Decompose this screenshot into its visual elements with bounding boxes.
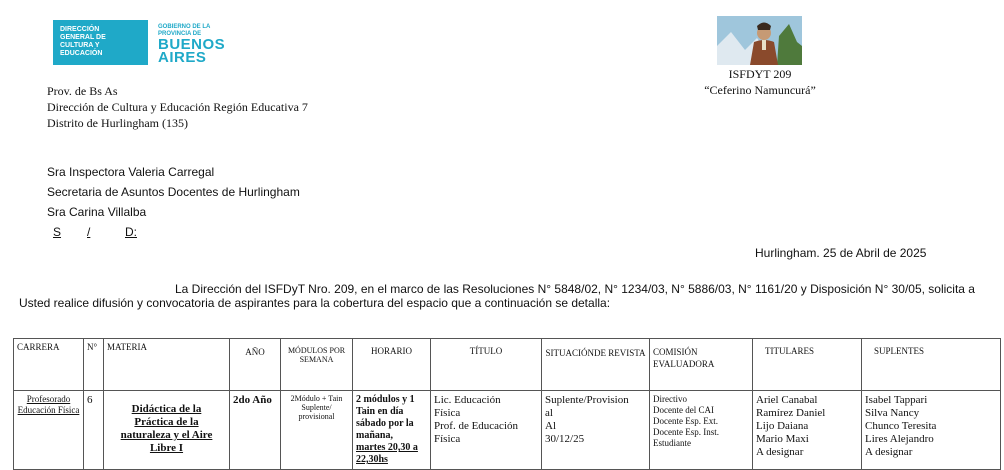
header-modulos: MÓDULOS POR SEMANA — [281, 339, 353, 391]
cell-comision: Directivo Docente del CAI Docente Esp. Ext. Docente Esp. Inst. Estudiante — [650, 391, 753, 470]
header-suplentes: SUPLENTES — [862, 339, 1001, 391]
body-line-1: La Dirección del ISFDyT Nro. 209, en el marco de las Resoluciones N° 5848/02, N° 1234/03, N° 5886/03, N° 1161/20 y Disposición N° 30/05, solicita a — [175, 282, 975, 296]
direccion-general-logo: DIRECCIÓN GENERAL DE CULTURA Y EDUCACIÓN — [53, 20, 148, 65]
header-comision: COMISIÓN EVALUADORA — [650, 339, 753, 391]
cell-horario — [353, 391, 431, 470]
cell-num: 6 — [84, 391, 104, 470]
header-titulares: TITULARES — [753, 339, 862, 391]
cell-situacion: Suplente/Provision al Al 30/12/25 — [542, 391, 650, 470]
institution-block — [690, 66, 830, 98]
cell-modulos: 2Módulo + Tain Suplente/ provisional — [281, 391, 353, 470]
body-line-2: Usted realice difusión y convocatoria de aspirantes para la cobertura del espacio que a continuación se detalla: — [19, 296, 611, 310]
letter-date: Hurlingham. 25 de Abril de 2025 — [755, 246, 927, 260]
cell-suplentes: Isabel Tappari Silva Nancy Chunco Teresita Lires Alejandro A designar — [862, 391, 1001, 470]
sender-block: Prov. de Bs As Dirección de Cultura y Educación Región Educativa 7 Distrito de Hurlingham (135) — [47, 84, 308, 130]
table-header-row — [14, 339, 1001, 391]
vacancy-table — [13, 338, 1001, 470]
ceferino-portrait-image — [717, 16, 802, 65]
cell-anio: 2do Año — [230, 391, 281, 470]
table-row — [14, 391, 1001, 470]
institution-name: ISFDYT 209 — [728, 67, 792, 81]
header-num: N° — [84, 339, 104, 391]
header-anio: AÑO — [230, 339, 281, 391]
header-titulo: TÍTULO — [431, 339, 542, 391]
cell-titulares: Ariel Canabal Ramírez Daniel Lijo Daiana Mario Maxi A designar — [753, 391, 862, 470]
institution-subtitle: “Ceferino Namuncurá” — [704, 83, 816, 97]
cell-carrera: Profesorado Educación Física — [14, 391, 84, 470]
horario-main: 2 módulos y 1 Tain en día sábado por la mañana, — [356, 394, 415, 441]
header-carrera: CARRERA — [14, 339, 84, 391]
header-materia: MATERIA — [104, 339, 230, 391]
cell-titulo: Lic. Educación Física Prof. de Educación Física — [431, 391, 542, 470]
header-situacion: SITUACIÓNDE REVISTA — [542, 339, 650, 391]
buenos-aires-logo: GOBIERNO DE LA PROVINCIA DE BUENOS AIRES — [158, 24, 226, 66]
horario-time: martes 20,30 a 22,30hs — [356, 442, 418, 465]
header-horario: HORARIO — [353, 339, 431, 391]
recipients-block: Sra Inspectora Valeria Carregal Secretaria de Asuntos Docentes de Hurlingham Sra Carina Villalba S / D: — [47, 162, 300, 242]
cell-materia: Didáctica de la Práctica de la naturaleza y el Aire Libre I — [104, 391, 230, 470]
sd-line: S / D: — [53, 225, 137, 239]
